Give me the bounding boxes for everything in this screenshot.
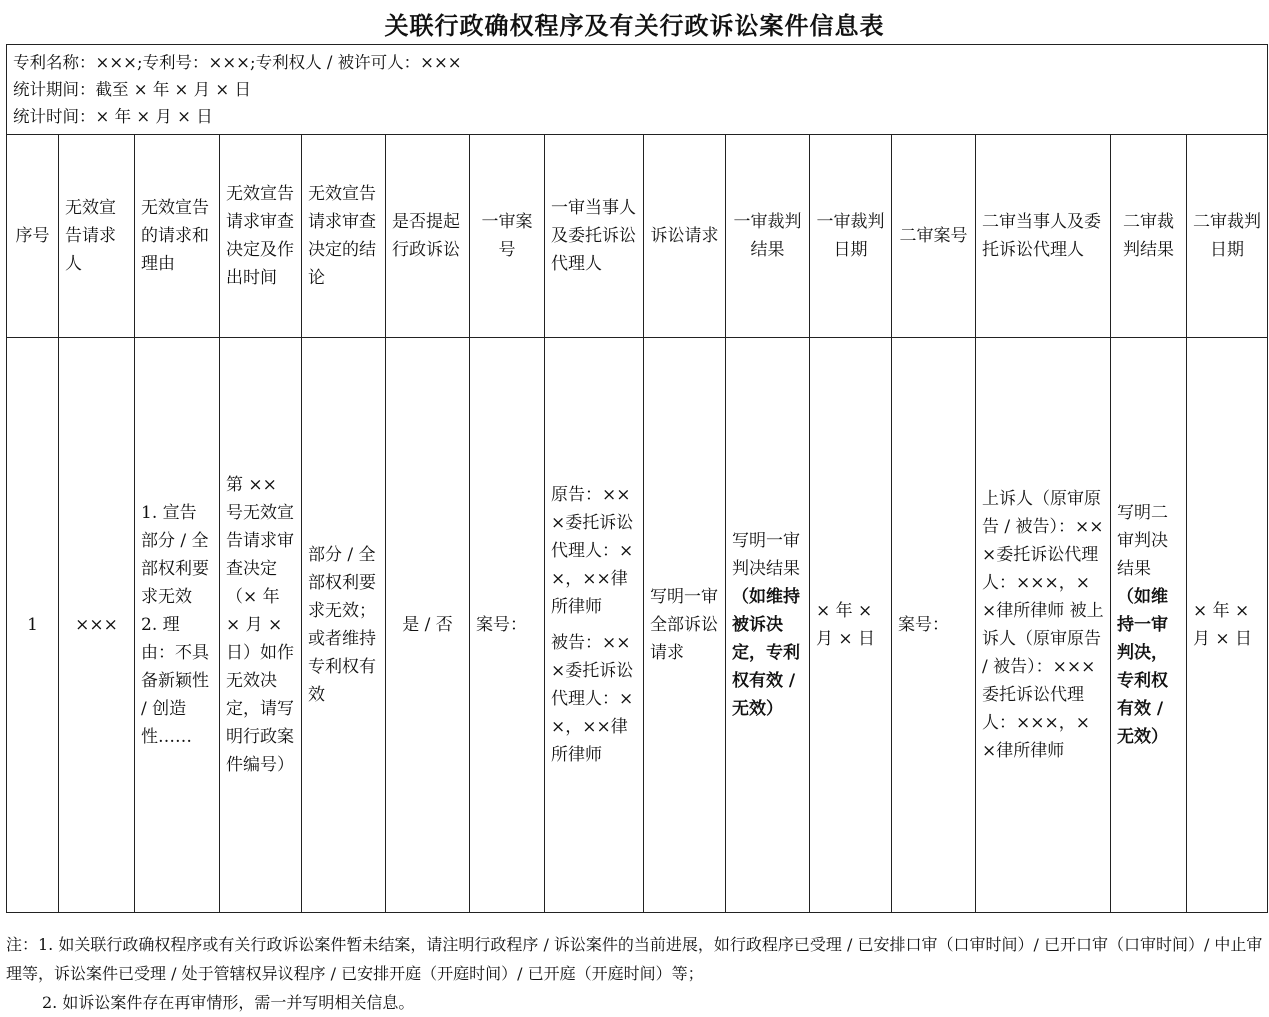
cell-second-case-no: 案号： — [892, 338, 976, 913]
reason-line: 2. 理由：不具备新颖性 / 创造性…… — [141, 615, 209, 747]
stat-period: 统计期间：截至 × 年 × 月 × 日 — [13, 80, 251, 99]
result-plain: 写明二审判决结果 — [1117, 503, 1168, 579]
cell-second-parties: 上诉人（原审原告 / 被告）：×××委托诉讼代理人：×××，××律所律师 被上诉人（原审原告 / 被告）：×××委托诉讼代理人：×××，××律所律师 — [976, 338, 1111, 913]
cell-claims: 写明一审全部诉讼请求 — [644, 338, 726, 913]
cell-reason — [135, 338, 220, 913]
header-cell: 二审案号 — [892, 135, 976, 338]
cell-first-date: × 年 × 月 × 日 — [810, 338, 892, 913]
header-cell: 一审案号 — [470, 135, 545, 338]
info-table — [6, 44, 1268, 913]
header-cell: 是否提起行政诉讼 — [386, 135, 470, 338]
notes — [6, 930, 1264, 1017]
result-bold: （如维持被诉决定，专利权有效 / 无效） — [732, 587, 800, 719]
header-cell: 二审裁判日期 — [1187, 135, 1268, 338]
header-cell: 一审裁判结果 — [726, 135, 810, 338]
cell-requester: ××× — [59, 338, 135, 913]
cell-first-result — [726, 338, 810, 913]
cell-first-parties — [545, 338, 644, 913]
cell-decision: 第 ×× 号无效宣告请求审查决定（× 年 × 月 × 日）如作无效决定，请写明行政案件编号） — [220, 338, 302, 913]
header-cell: 无效宣告请求人 — [59, 135, 135, 338]
table-row — [7, 338, 1268, 913]
note-2: 2. 如诉讼案件存在再审情形，需一并写明相关信息。 — [42, 993, 415, 1012]
header-cell: 诉讼请求 — [644, 135, 726, 338]
header-row — [7, 135, 1268, 338]
cell-first-case-no: 案号： — [470, 338, 545, 913]
result-plain: 写明一审判决结果 — [732, 531, 800, 579]
cell-second-result — [1111, 338, 1187, 913]
header-cell: 序号 — [7, 135, 59, 338]
cell-conclusion: 部分 / 全部权利要求无效；或者维持专利权有效 — [302, 338, 386, 913]
reason-line: 1. 宣告部分 / 全部权利要求无效 — [141, 503, 209, 607]
cell-second-date: × 年 × 月 × 日 — [1187, 338, 1268, 913]
info-cell — [7, 45, 1268, 135]
header-cell: 一审当事人及委托诉讼代理人 — [545, 135, 644, 338]
header-cell: 二审裁判结果 — [1111, 135, 1187, 338]
note-1: 注：1. 如关联行政确权程序或有关行政诉讼案件暂未结案，请注明行政程序 / 诉讼案件的当前进展，如行政程序已受理 / 已安排口审（口审时间）/ 已开口审（口审时间）/ 中止审理等，诉讼案件已受理 / 处于管辖权异议程序 / 已安排开庭（开庭时间）/ 已开庭（开庭时间）等； — [6, 935, 1263, 983]
header-cell: 无效宣告请求审查决定的结论 — [302, 135, 386, 338]
info-row — [7, 45, 1268, 135]
header-cell: 一审裁判日期 — [810, 135, 892, 338]
header-cell: 无效宣告请求审查决定及作出时间 — [220, 135, 302, 338]
header-cell: 二审当事人及委托诉讼代理人 — [976, 135, 1111, 338]
header-cell: 无效宣告的请求和理由 — [135, 135, 220, 338]
patent-info: 专利名称：×××;专利号：×××;专利权人 / 被许可人：××× — [13, 53, 462, 72]
page-title: 关联行政确权程序及有关行政诉讼案件信息表 — [384, 11, 885, 40]
result-bold: （如维持一审判决，专利权有效 / 无效） — [1117, 587, 1168, 747]
stat-time: 统计时间：× 年 × 月 × 日 — [13, 107, 213, 126]
party-plaintiff: 原告：×××委托诉讼代理人：××，××律所律师 — [551, 485, 634, 617]
party-defendant: 被告：×××委托诉讼代理人：××，××律所律师 — [551, 633, 634, 765]
cell-lawsuit: 是 / 否 — [386, 338, 470, 913]
cell-no: 1 — [7, 338, 59, 913]
